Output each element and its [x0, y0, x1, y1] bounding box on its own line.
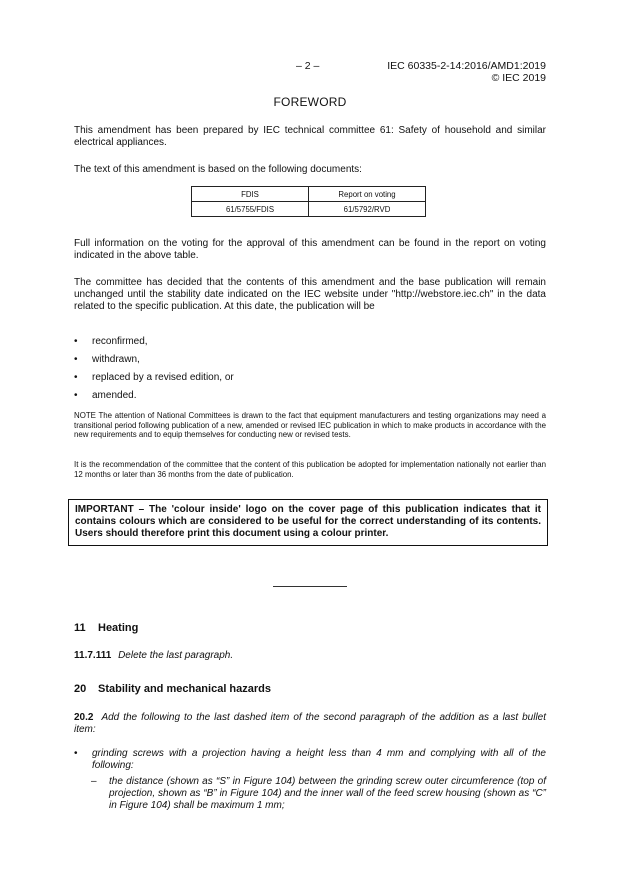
- table-header-cell: Report on voting: [309, 187, 426, 202]
- table-header-row: [192, 187, 426, 202]
- clause-number: 11.7.111: [74, 650, 112, 661]
- page-number: – 2 –: [296, 60, 320, 72]
- dash-item: [91, 776, 546, 812]
- foreword-para-4: The committee has decided that the contents of this amendment and the base publication will remain unchanged until the stability date indicated on the IEC website under "http://webstore.iec.ch" in the data related to the specific publication. At this date, the publication will be: [74, 277, 546, 312]
- important-notice-box: IMPORTANT – The 'colour inside' logo on the cover page of this publication indicates that it contains colours which are considered to be useful for the correct understanding of its contents. Users should therefore print this document using a colour printer.: [68, 499, 548, 546]
- section-title: Heating: [98, 622, 139, 634]
- dash-text: the distance (shown as “S” in Figure 104) between the grinding screw outer circumference (top of projection, shown as “B” in Figure 104) and the inner wall of the feed screw housing (shown as “C” in Figure 104) shall be maximum 1 mm;: [109, 776, 546, 811]
- foreword-para-2: The text of this amendment is based on the following documents:: [74, 164, 362, 175]
- list-item: • reconfirmed,: [74, 336, 234, 354]
- table-header-cell: FDIS: [192, 187, 309, 202]
- section-title: Stability and mechanical hazards: [98, 683, 272, 695]
- section-divider: [273, 586, 347, 587]
- note-paragraph: NOTE The attention of National Committees is drawn to the fact that equipment manufacturers and testing organizations may need a transitional period following publication of a new, amended or revised IEC publication in which to make products in accordance with the new requirements and to equip themselves for conducting new or revised tests.: [74, 411, 546, 439]
- list-item: • amended.: [74, 390, 234, 408]
- bullet-text: grinding screws with a projection having a height less than 4 mm and complying with all of the following:: [92, 748, 546, 771]
- clause-20-2: [74, 712, 546, 736]
- foreword-para-3: Full information on the voting for the approval of this amendment can be found in the report on voting indicated in the above table.: [74, 238, 546, 261]
- bullet-item: [74, 748, 546, 772]
- copyright: © IEC 2019: [491, 72, 546, 84]
- clause-number: 20.2: [74, 712, 94, 723]
- list-item: • replaced by a revised edition, or: [74, 372, 234, 390]
- foreword-title: FOREWORD: [273, 95, 347, 109]
- table-cell: 61/5755/FDIS: [192, 202, 309, 217]
- recommendation-paragraph: It is the recommendation of the committee that the content of this publication be adopted for implementation nationally not earlier than 12 months or later than 36 months from the date of publication.: [74, 460, 546, 479]
- document-reference: [387, 60, 546, 84]
- doc-ref: IEC 60335-2-14:2016/AMD1:2019: [387, 60, 546, 72]
- bullet-list: [74, 336, 234, 408]
- table-row: [192, 202, 426, 217]
- foreword-para-1: This amendment has been prepared by IEC technical committee 61: Safety of household and similar electrical appliances.: [74, 125, 546, 148]
- section-heading-heating: [74, 622, 138, 634]
- clause-text: Add the following to the last dashed item of the second paragraph of the addition as a last bullet item:: [74, 712, 547, 735]
- section-number: 20: [74, 683, 87, 695]
- clause-text: Delete the last paragraph.: [118, 650, 234, 661]
- voting-table: [191, 186, 426, 217]
- clause-11-7-111: [74, 650, 546, 662]
- section-number: 11: [74, 622, 86, 634]
- dash-mark: –: [91, 776, 97, 787]
- section-heading-stability: [74, 683, 271, 695]
- table-cell: 61/5792/RVD: [309, 202, 426, 217]
- list-item: • withdrawn,: [74, 354, 234, 372]
- bullet-mark: •: [74, 748, 78, 759]
